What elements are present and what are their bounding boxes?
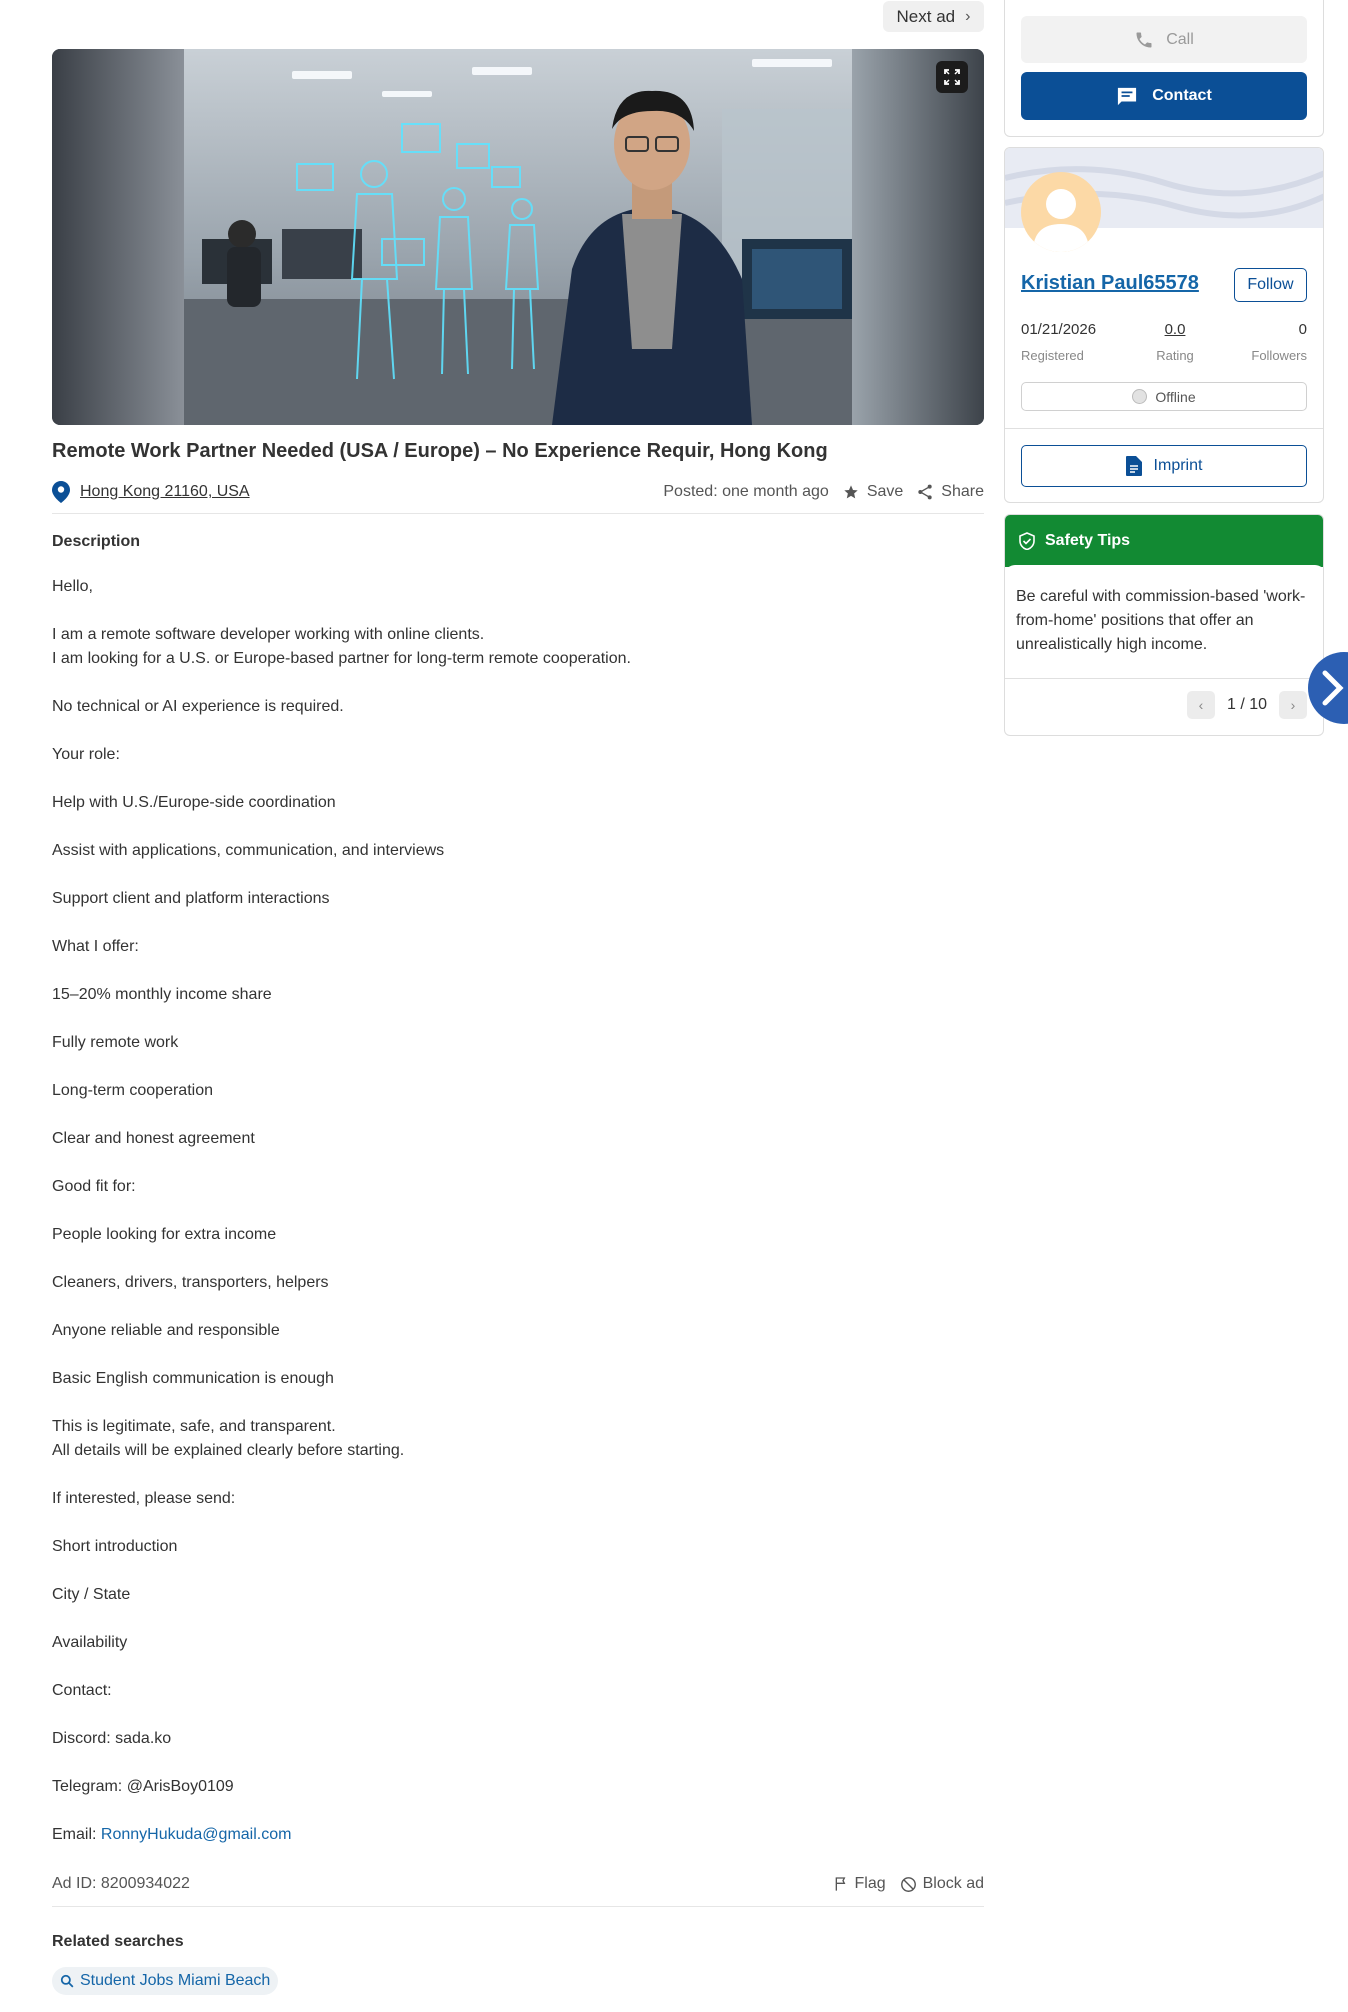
divider: [1005, 678, 1324, 679]
chevron-right-icon: ›: [965, 7, 971, 25]
call-button[interactable]: [1021, 16, 1307, 63]
ad-image[interactable]: [52, 49, 984, 425]
rating-label: Rating: [1156, 348, 1194, 363]
document-icon: [1126, 456, 1142, 476]
desc-paragraph: Short introduction: [52, 1538, 178, 1555]
email-line: [52, 1823, 984, 1847]
followers-label: Followers: [1251, 348, 1307, 363]
related-search-label: Student Jobs Miami Beach: [80, 1972, 271, 1989]
chevron-right-icon[interactable]: ›: [1279, 691, 1307, 719]
ad-meta-row: [52, 478, 984, 506]
location-text: Hong Kong 21160, USA: [80, 483, 250, 500]
tips-pager: [1187, 691, 1307, 719]
safety-tip-text: Be careful with commission-based 'work-from-home' positions that offer an unrealistically high income.: [1005, 565, 1324, 673]
related-searches-heading: Related searches: [52, 1933, 184, 1950]
contact-button[interactable]: [1021, 72, 1307, 120]
desc-paragraph: What I offer:: [52, 938, 139, 955]
desc-paragraph: No technical or AI experience is required.: [52, 698, 344, 715]
next-ad-label: Next ad: [896, 6, 956, 26]
desc-paragraph: I am a remote software developer working with online clients. I am looking for a U.S. or Europe-based partner for long-term remote cooperation.: [52, 626, 631, 667]
desc-paragraph: Support client and platform interactions: [52, 890, 330, 907]
block-ad-button[interactable]: [900, 1875, 984, 1893]
desc-paragraph: Basic English communication is enough: [52, 1370, 334, 1387]
block-icon: [900, 1876, 917, 1893]
stat-registered: [1021, 321, 1096, 363]
desc-paragraph: If interested, please send:: [52, 1490, 236, 1507]
stat-rating[interactable]: [1145, 321, 1205, 363]
desc-paragraph: Assist with applications, communication, and interviews: [52, 842, 445, 859]
ad-title: Remote Work Partner Needed (USA / Europe) – No Experience Requir, Hong Kong: [52, 440, 828, 462]
stat-followers: [1251, 321, 1307, 363]
flag-button[interactable]: [833, 1875, 886, 1893]
desc-paragraph: Contact:: [52, 1682, 112, 1699]
next-ad-button[interactable]: [883, 1, 984, 32]
share-button[interactable]: [917, 483, 984, 501]
desc-paragraph: Fully remote work: [52, 1034, 179, 1051]
divider: [1005, 428, 1324, 429]
save-button[interactable]: [843, 483, 903, 501]
chevron-left-icon[interactable]: ‹: [1187, 691, 1215, 719]
followers-value: 0: [1298, 321, 1307, 338]
contact-card: [1004, 0, 1324, 137]
save-label: Save: [866, 483, 904, 500]
desc-paragraph: Help with U.S./Europe-side coordination: [52, 794, 336, 811]
safety-tips-card: [1004, 514, 1324, 736]
call-label: Call: [1166, 30, 1194, 48]
ad-id-row: [52, 1871, 984, 1897]
desc-paragraph: This is legitimate, safe, and transparent. All details will be explained clearly before starting.: [52, 1418, 405, 1459]
rating-value: 0.0: [1164, 321, 1186, 338]
desc-paragraph: Availability: [52, 1634, 128, 1651]
fullscreen-icon[interactable]: [936, 61, 968, 93]
avatar[interactable]: [1021, 172, 1101, 252]
follow-button[interactable]: Follow: [1234, 268, 1307, 302]
desc-paragraph: People looking for extra income: [52, 1226, 277, 1243]
flag-icon: [833, 1876, 849, 1892]
desc-paragraph: Clear and honest agreement: [52, 1130, 255, 1147]
desc-paragraph: Anyone reliable and responsible: [52, 1322, 280, 1339]
block-label: Block ad: [922, 1875, 984, 1892]
desc-paragraph: Discord: sada.ko: [52, 1730, 172, 1747]
phone-icon: [1134, 30, 1154, 50]
registered-value: 01/21/2026: [1021, 321, 1097, 338]
divider: [52, 513, 984, 514]
status-dot-icon: [1132, 389, 1147, 404]
share-label: Share: [941, 483, 984, 500]
status-badge: [1021, 382, 1307, 411]
description-heading: Description: [52, 533, 141, 550]
status-text: Offline: [1155, 388, 1196, 405]
shield-check-icon: [1019, 532, 1035, 550]
email-prefix: Email:: [52, 1826, 101, 1843]
posted-date: Posted: one month ago: [663, 483, 829, 500]
safety-tips-header: [1005, 515, 1324, 567]
desc-paragraph: Cleaners, drivers, transporters, helpers: [52, 1274, 329, 1291]
safety-tips-title: Safety Tips: [1045, 532, 1131, 549]
desc-paragraph: Hello,: [52, 578, 93, 595]
desc-paragraph: City / State: [52, 1586, 131, 1603]
desc-paragraph: Good fit for:: [52, 1178, 136, 1195]
user-icon: [1021, 172, 1101, 252]
star-icon: [843, 484, 859, 500]
imprint-button[interactable]: [1021, 445, 1307, 487]
imprint-label: Imprint: [1153, 457, 1203, 474]
search-icon: [60, 1974, 74, 1988]
seller-profile-card: [1004, 147, 1324, 503]
desc-paragraph: Your role:: [52, 746, 120, 763]
pager-text: 1 / 10: [1226, 696, 1267, 713]
related-search-chip[interactable]: [52, 1967, 278, 1995]
desc-paragraph: 15–20% monthly income share: [52, 986, 272, 1003]
location-link[interactable]: [52, 481, 250, 503]
divider: [52, 1906, 984, 1907]
email-link[interactable]: RonnyHukuda@gmail.com: [100, 1826, 292, 1843]
share-icon: [917, 484, 933, 500]
desc-paragraph: Long-term cooperation: [52, 1082, 213, 1099]
chevron-right-icon: [1322, 670, 1344, 706]
seller-name[interactable]: Kristian Paul65578: [1021, 272, 1199, 294]
message-icon: [1116, 86, 1138, 106]
office-photo: [52, 49, 984, 425]
map-pin-icon: [52, 481, 70, 503]
ad-id: Ad ID: 8200934022: [52, 1875, 190, 1892]
flag-label: Flag: [854, 1875, 886, 1892]
registered-label: Registered: [1021, 348, 1084, 363]
contact-label: Contact: [1152, 87, 1212, 104]
description-body: [52, 575, 984, 1871]
desc-paragraph: Telegram: @ArisBoy0109: [52, 1778, 234, 1795]
